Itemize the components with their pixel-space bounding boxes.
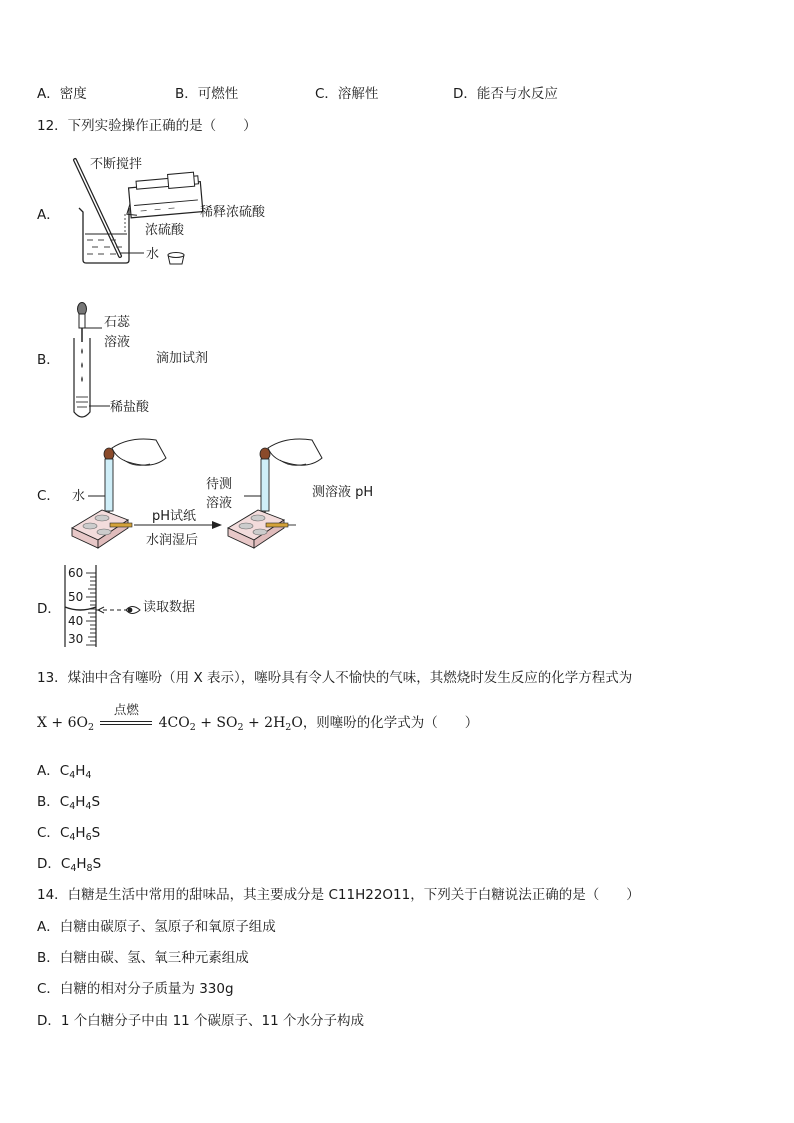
q13-stem: 13．煤油中含有噻吩（用 X 表示），噻吩具有令人不愉快的气味，其燃烧时发生反应的化学方程式为 bbox=[37, 670, 633, 686]
q13-option-b-formula: $C_4H_4S$ bbox=[59, 794, 101, 812]
q12-stem: 12．下列实验操作正确的是（ ） bbox=[37, 118, 257, 134]
q13-eq-arrow-line-bottom bbox=[100, 724, 152, 725]
q13-option-b-letter: B． bbox=[37, 794, 60, 810]
q13-option-c bbox=[37, 821, 100, 843]
q14-option-b: B．白糖由碳、氢、氧三种元素组成 bbox=[37, 950, 249, 966]
q13-option-d bbox=[37, 852, 101, 874]
q12-option-b-figure bbox=[62, 298, 232, 422]
q13-tail: ，则噻吩的化学式为（ ） bbox=[302, 715, 479, 731]
q11-option-d: D．能否与水反应 bbox=[453, 86, 558, 102]
q14-option-d: D．1 个白糖分子中由 11 个碳原子、11 个水分子构成 bbox=[37, 1013, 365, 1029]
q12-d-read: 读取数据 bbox=[143, 600, 196, 615]
q13-option-a-letter: A． bbox=[37, 763, 60, 779]
q12-d-tick-60: 60 bbox=[68, 566, 84, 580]
q12-a-stir-label: 不断搅拌 bbox=[90, 157, 143, 172]
q13-eq-left: $X + 6O_2$ bbox=[37, 715, 95, 733]
q13-option-d-formula: $C_4H_8S$ bbox=[60, 856, 102, 874]
q13-option-c-letter: C． bbox=[37, 825, 60, 841]
q12-d-tick-30: 30 bbox=[68, 632, 84, 646]
q12-c-water: 水 bbox=[72, 489, 86, 504]
q12-option-a-figure bbox=[70, 152, 300, 274]
q12-c-measure: 测溶液 pH bbox=[312, 485, 374, 500]
q12-c-wet: 水润湿后 bbox=[146, 533, 199, 548]
q11-option-c: C．溶解性 bbox=[315, 86, 379, 102]
q12-option-d-figure bbox=[60, 563, 210, 649]
q12-b-hcl: 稀盐酸 bbox=[110, 400, 150, 415]
q13-condition: 点燃 bbox=[113, 702, 139, 717]
q12-d-tick-50: 50 bbox=[68, 590, 84, 604]
q12-a-dilute-label: 稀释浓硫酸 bbox=[200, 205, 266, 220]
q12-d-tick-40: 40 bbox=[68, 614, 84, 628]
q14-stem: 14．白糖是生活中常用的甜味品，其主要成分是 C11H22O11，下列关于白糖说法正确的是（ ） bbox=[37, 887, 640, 903]
q11-option-b: B．可燃性 bbox=[175, 86, 239, 102]
q12-b-litmus2: 溶液 bbox=[104, 335, 131, 350]
q14-option-a: A．白糖由碳原子、氢原子和氧原子组成 bbox=[37, 919, 276, 935]
q12-option-c-letter: C． bbox=[37, 488, 60, 504]
q13-eq-arrow-line-top bbox=[100, 721, 152, 722]
q12-c-paper: pH试纸 bbox=[152, 509, 197, 524]
q12-b-litmus1: 石蕊 bbox=[104, 315, 131, 330]
q13-option-c-formula: $C_4H_6S$ bbox=[59, 825, 101, 843]
q13-option-a bbox=[37, 759, 91, 781]
q14-option-c: C．白糖的相对分子质量为 330g bbox=[37, 981, 234, 997]
q12-option-c-figure bbox=[64, 432, 394, 552]
q12-a-water-label: 水 bbox=[146, 247, 160, 262]
q11-option-a: A．密度 bbox=[37, 86, 87, 102]
q12-option-d-letter: D． bbox=[37, 601, 61, 617]
q13-option-d-letter: D． bbox=[37, 856, 61, 872]
q13-equation bbox=[37, 702, 479, 733]
q13-eq-right: $4CO_2 + SO_2 + 2H_2O$ bbox=[158, 715, 303, 733]
q12-option-a-letter: A． bbox=[37, 207, 60, 223]
q12-c-test1: 待测 bbox=[206, 477, 233, 492]
q12-option-b-letter: B． bbox=[37, 352, 60, 368]
q12-a-acid-label: 浓硫酸 bbox=[145, 223, 185, 238]
q13-option-a-formula: $C_4H_4$ bbox=[59, 763, 92, 781]
q13-eq-arrow bbox=[100, 702, 152, 730]
q12-c-test2: 溶液 bbox=[206, 496, 233, 511]
q13-option-b bbox=[37, 790, 100, 812]
q12-b-action: 滴加试剂 bbox=[156, 351, 209, 366]
